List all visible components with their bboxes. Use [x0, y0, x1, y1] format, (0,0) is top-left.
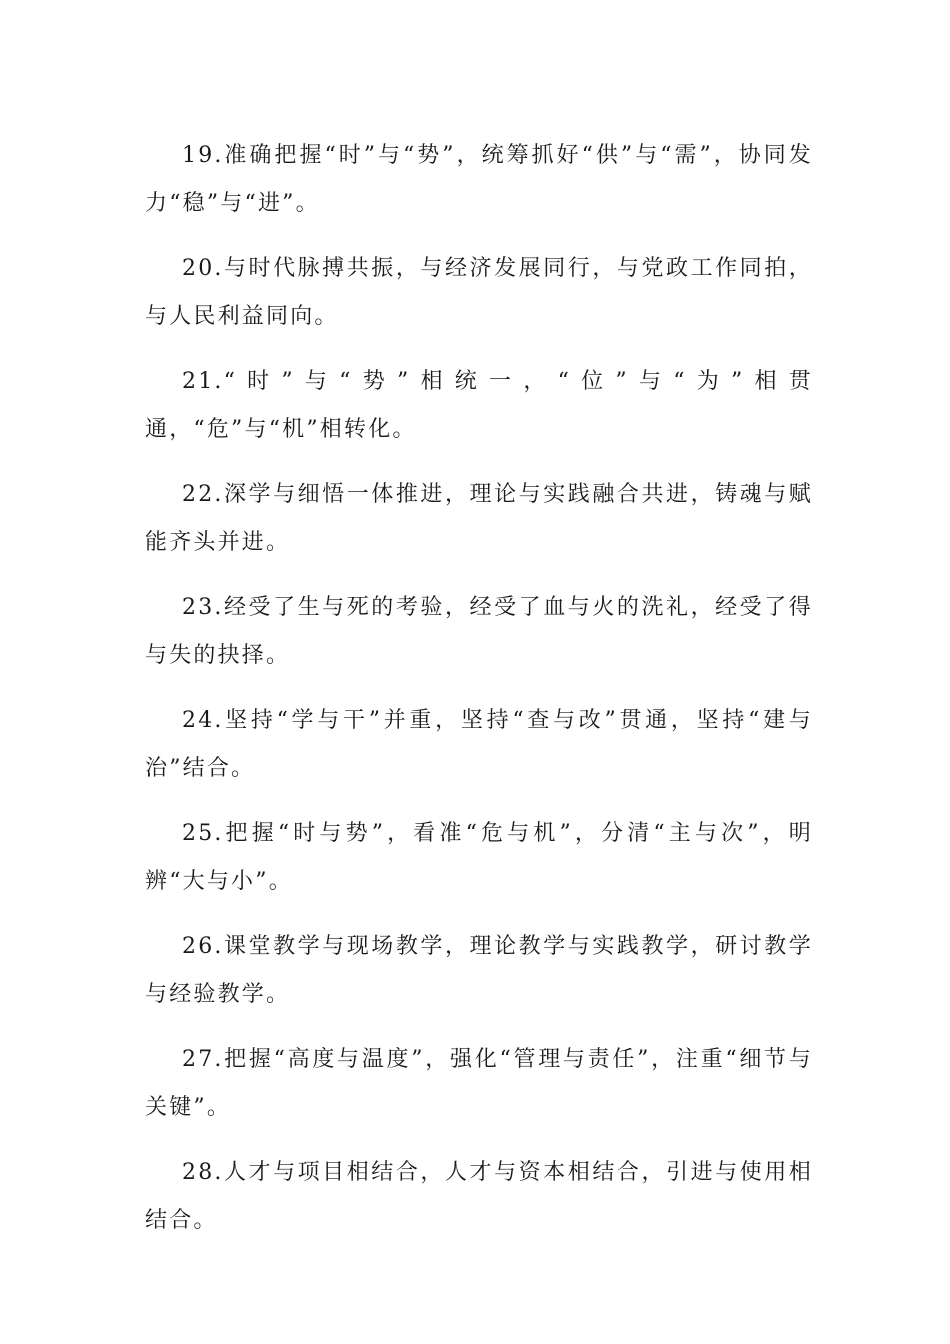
- paragraph-21: 21.“时”与“势”相统一，“位”与“为”相贯通，“危”与“机”相转化。: [145, 369, 813, 442]
- paragraph-25: 25.把握“时与势”，看准“危与机”，分清“主与次”，明辨“大与小”。: [145, 821, 813, 894]
- paragraph-20: 20.与时代脉搏共振，与经济发展同行，与党政工作同拍，与人民利益同向。: [145, 256, 813, 329]
- document-body: [145, 132, 813, 1262]
- paragraph-22: 22.深学与细悟一体推进，理论与实践融合共进，铸魂与赋能齐头并进。: [145, 482, 813, 555]
- paragraph-28: 28.人才与项目相结合，人才与资本相结合，引进与使用相结合。: [145, 1160, 813, 1233]
- paragraph-23: 23.经受了生与死的考验，经受了血与火的洗礼，经受了得与失的抉择。: [145, 595, 813, 668]
- paragraph-26: 26.课堂教学与现场教学，理论教学与实践教学，研讨教学与经验教学。: [145, 934, 813, 1007]
- paragraph-19: 19.准确把握“时”与“势”，统筹抓好“供”与“需”，协同发力“稳”与“进”。: [145, 143, 813, 216]
- paragraph-27: 27.把握“高度与温度”，强化“管理与责任”，注重“细节与关键”。: [145, 1047, 813, 1120]
- paragraph-24: 24.坚持“学与干”并重，坚持“查与改”贯通，坚持“建与治”结合。: [145, 708, 813, 781]
